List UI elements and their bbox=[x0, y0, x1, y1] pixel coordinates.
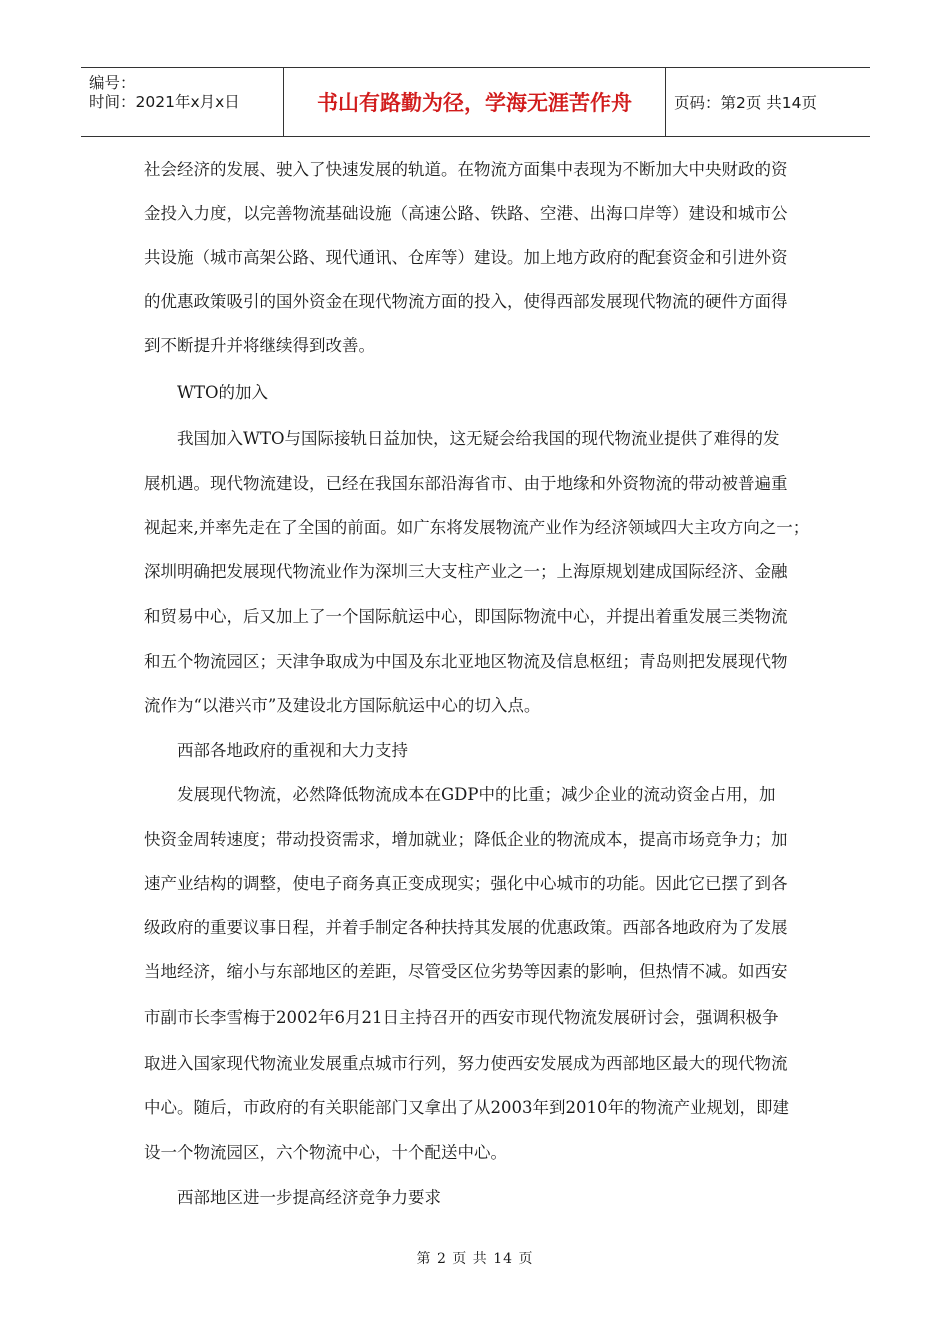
text-line: 中心。随后，市政府的有关职能部门又拿出了从2003年到2010年的物流产业规划，即建 bbox=[144, 1098, 789, 1117]
text-line: 取进入国家现代物流业发展重点城市行列，努力使西安发展成为西部地区最大的现代物流 bbox=[144, 1054, 788, 1073]
text-line: 和五个物流园区；天津争取成为中国及东北亚地区物流及信息枢纽；青岛则把发展现代物 bbox=[144, 652, 788, 671]
section-heading: 西部各地政府的重视和大力支持 bbox=[177, 741, 408, 760]
text-line: 速产业结构的调整，使电子商务真正变成现实；强化中心城市的功能。因此它已摆了到各 bbox=[144, 874, 788, 893]
section-heading: WTO的加入 bbox=[177, 383, 268, 402]
text-line: 的优惠政策吸引的国外资金在现代物流方面的投入，使得西部发展现代物流的硬件方面得 bbox=[144, 292, 788, 311]
text-line: 深圳明确把发展现代物流业作为深圳三大支柱产业之一；上海原规划建成国际经济、金融 bbox=[144, 562, 788, 581]
section-heading: 西部地区进一步提高经济竞争力要求 bbox=[177, 1188, 441, 1207]
text-line: 流作为“以港兴市”及建设北方国际航运中心的切入点。 bbox=[144, 696, 541, 715]
text-line: 级政府的重要议事日程，并着手制定各种扶持其发展的优惠政策。西部各地政府为了发展 bbox=[144, 918, 788, 937]
header-motto: 书山有路勤为径，学海无涯苦作舟 bbox=[283, 68, 666, 136]
text-line: 当地经济，缩小与东部地区的差距，尽管受区位劣势等因素的影响，但热情不减。如西安 bbox=[144, 962, 788, 981]
text-line: 金投入力度，以完善物流基础设施（高速公路、铁路、空港、出海口岸等）建设和城市公 bbox=[144, 204, 788, 223]
page-header bbox=[81, 67, 870, 137]
text-line: 共设施（城市高架公路、现代通讯、仓库等）建设。加上地方政府的配套资金和引进外资 bbox=[144, 248, 788, 267]
document-date-label: 时间：2021年x月x日 bbox=[89, 93, 240, 111]
text-line: 市副市长李雪梅于2002年6月21日主持召开的西安市现代物流发展研讨会，强调积极争 bbox=[144, 1008, 779, 1027]
text-line: 和贸易中心，后又加上了一个国际航运中心，即国际物流中心，并提出着重发展三类物流 bbox=[144, 607, 788, 626]
document-number-label: 编号： bbox=[89, 74, 136, 92]
text-line: 视起来,并率先走在了全国的前面。如广东将发展物流产业作为经济领域四大主攻方向之一； bbox=[144, 518, 810, 537]
text-line: 展机遇。现代物流建设，已经在我国东部沿海省市、由于地缘和外资物流的带动被普遍重 bbox=[144, 474, 788, 493]
text-line: 快资金周转速度；带动投资需求，增加就业；降低企业的物流成本，提高市场竞争力；加 bbox=[144, 830, 788, 849]
text-line: 设一个物流园区，六个物流中心，十个配送中心。 bbox=[144, 1143, 507, 1162]
text-line: 社会经济的发展、驶入了快速发展的轨道。在物流方面集中表现为不断加大中央财政的资 bbox=[144, 160, 788, 179]
header-page-info: 页码：第2页 共14页 bbox=[674, 94, 818, 112]
text-line: 发展现代物流，必然降低物流成本在GDP中的比重；减少企业的流动资金占用，加 bbox=[177, 785, 776, 804]
text-line: 到不断提升并将继续得到改善。 bbox=[144, 336, 375, 355]
page-footer: 第 2 页 共 14 页 bbox=[416, 1251, 534, 1267]
header-info-cell bbox=[81, 68, 283, 136]
text-line: 我国加入WTO与国际接轨日益加快，这无疑会给我国的现代物流业提供了难得的发 bbox=[177, 429, 780, 448]
